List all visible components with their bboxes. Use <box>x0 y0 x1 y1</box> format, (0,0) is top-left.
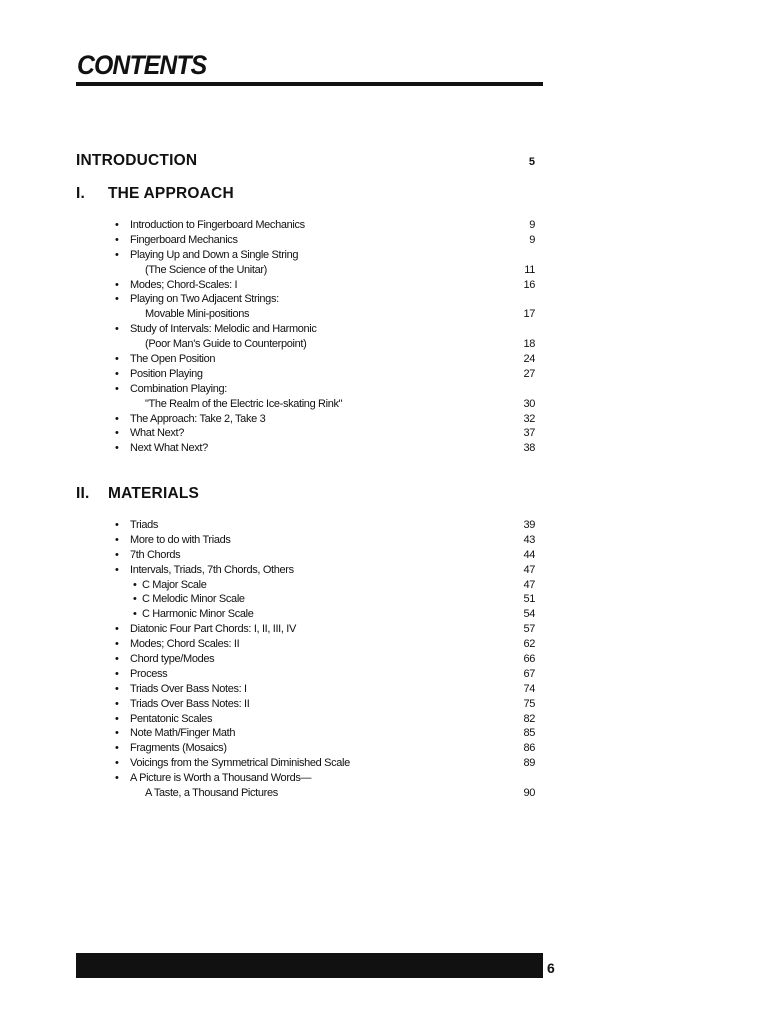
bullet-icon: • <box>115 367 119 380</box>
entry-page: 39 <box>523 519 535 531</box>
section-2-entries <box>0 518 768 801</box>
bullet-icon: • <box>115 697 119 710</box>
bullet-icon: • <box>115 638 119 651</box>
entry-title: Movable Mini-positions <box>145 308 250 321</box>
entry-page: 32 <box>523 412 535 425</box>
bullet-icon: • <box>115 219 119 231</box>
title-rule <box>76 82 543 86</box>
entry-title: Triads Over Bass Notes: II <box>130 697 250 710</box>
toc-entry-line <box>0 771 768 786</box>
entry-title: Playing on Two Adjacent Strings: <box>130 293 279 306</box>
entry-title: Diatonic Four Part Chords: I, II, III, IV <box>130 623 296 636</box>
entry-page: 75 <box>523 697 535 710</box>
bullet-icon: • <box>115 623 119 636</box>
bullet-icon: • <box>115 563 119 576</box>
bullet-icon: • <box>133 593 137 606</box>
toc-entry-line <box>0 607 768 622</box>
bullet-icon: • <box>115 548 119 561</box>
entry-page: 62 <box>523 638 535 651</box>
entry-page: 18 <box>523 338 535 351</box>
bullet-icon: • <box>115 278 119 291</box>
entry-title: Combination Playing: <box>130 382 227 395</box>
entry-page: 74 <box>523 682 535 695</box>
bullet-icon: • <box>115 412 119 425</box>
entry-title: Triads Over Bass Notes: I <box>130 682 247 695</box>
bullet-icon: • <box>115 248 119 261</box>
toc-entry-line <box>0 248 768 263</box>
entry-page: 16 <box>523 278 535 291</box>
toc-entry-line <box>0 578 768 593</box>
entry-page: 89 <box>523 757 535 770</box>
page-title: CONTENTS <box>77 50 207 80</box>
introduction-heading: INTRODUCTION <box>76 152 198 169</box>
toc-entry-line <box>0 652 768 667</box>
bullet-icon: • <box>115 233 119 246</box>
entry-page: 67 <box>523 667 535 680</box>
entry-page: 86 <box>523 742 535 755</box>
entry-title: C Harmonic Minor Scale <box>142 608 254 621</box>
toc-entry-line <box>0 667 768 682</box>
entry-title: Chord type/Modes <box>130 653 215 666</box>
footer-bar <box>76 953 543 978</box>
entry-title: A Taste, a Thousand Pictures <box>145 787 278 800</box>
toc-entry-line <box>0 397 768 412</box>
entry-page: 11 <box>524 263 535 276</box>
bullet-icon: • <box>115 382 119 395</box>
toc-entry-line <box>0 563 768 578</box>
toc-entry-line <box>0 233 768 248</box>
bullet-icon: • <box>115 727 119 740</box>
toc-entry-line <box>0 382 768 397</box>
entry-page: 37 <box>523 427 535 440</box>
entry-page: 38 <box>523 442 535 455</box>
section-title: MATERIALS <box>108 485 200 502</box>
entry-title: 7th Chords <box>130 548 181 561</box>
entry-title: Modes; Chord Scales: II <box>130 638 240 651</box>
entry-page: 43 <box>523 533 535 546</box>
toc-entry-line <box>0 412 768 427</box>
bullet-icon: • <box>115 667 119 680</box>
entry-title: C Major Scale <box>142 578 207 591</box>
entry-title: Playing Up and Down a Single String <box>130 248 299 261</box>
entry-title: Next What Next? <box>130 442 208 455</box>
toc-entry-line <box>0 263 768 278</box>
entry-page: 9 <box>529 219 535 231</box>
entry-title: Note Math/Finger Math <box>130 727 236 740</box>
toc-entry-line <box>0 786 768 801</box>
bullet-icon: • <box>133 578 137 591</box>
entry-title: Triads <box>130 519 159 531</box>
toc-entry-line <box>0 292 768 307</box>
section-numeral: I. <box>76 185 86 202</box>
entry-page: 51 <box>523 593 535 606</box>
entry-page: 47 <box>523 578 535 591</box>
toc-entry-line <box>0 712 768 727</box>
section-numeral: II. <box>76 485 90 502</box>
bullet-icon: • <box>115 533 119 546</box>
bullet-icon: • <box>115 293 119 306</box>
toc-entry-line <box>0 533 768 548</box>
entry-title: (Poor Man's Guide to Counterpoint) <box>145 338 307 351</box>
entry-page: 9 <box>529 233 535 246</box>
entry-title: A Picture is Worth a Thousand Words— <box>130 772 312 785</box>
toc-entry-line <box>0 741 768 756</box>
toc-entry-line <box>0 367 768 382</box>
entry-page: 17 <box>523 308 535 321</box>
bullet-icon: • <box>115 519 119 531</box>
introduction-page: 5 <box>528 156 535 168</box>
toc-entry-line <box>0 726 768 741</box>
bullet-icon: • <box>115 757 119 770</box>
toc-entry-line <box>0 518 768 533</box>
entry-title: (The Science of the Unitar) <box>145 263 267 276</box>
bullet-icon: • <box>115 323 119 336</box>
entry-title: Fingerboard Mechanics <box>130 233 238 246</box>
entry-page: 27 <box>523 367 535 380</box>
toc-entry-line <box>0 756 768 771</box>
section-title: THE APPROACH <box>108 185 234 202</box>
bullet-icon: • <box>115 772 119 785</box>
entry-title: Pentatonic Scales <box>130 712 213 725</box>
entry-title: Process <box>130 667 168 680</box>
entry-title: The Approach: Take 2, Take 3 <box>130 412 266 425</box>
toc-entry-line <box>0 637 768 652</box>
entry-title: Position Playing <box>130 367 203 380</box>
toc-entry-line <box>0 426 768 441</box>
toc-entry-line <box>0 682 768 697</box>
entry-page: 44 <box>523 548 535 561</box>
bullet-icon: • <box>115 442 119 455</box>
section-heading <box>76 485 199 503</box>
entry-title: Intervals, Triads, 7th Chords, Others <box>130 563 294 576</box>
entry-page: 90 <box>523 787 535 800</box>
section-heading <box>76 185 234 203</box>
toc-entry-line <box>0 218 768 233</box>
entry-title: "The Realm of the Electric Ice-skating Rink" <box>145 397 343 410</box>
toc-entry-line <box>0 441 768 456</box>
toc-entry-line <box>0 622 768 637</box>
section-1-entries <box>0 218 768 456</box>
entry-title: More to do with Triads <box>130 533 231 546</box>
toc-entry-line <box>0 307 768 322</box>
toc-entry-line <box>0 337 768 352</box>
page-number: 6 <box>547 960 555 976</box>
toc-entry-line <box>0 548 768 563</box>
entry-page: 54 <box>523 608 535 621</box>
entry-page: 24 <box>523 353 535 366</box>
entry-title: Modes; Chord-Scales: I <box>130 278 238 291</box>
entry-title: Fragments (Mosaics) <box>130 742 227 755</box>
entry-page: 57 <box>523 623 535 636</box>
entry-title: Study of Intervals: Melodic and Harmonic <box>130 323 317 336</box>
entry-title: Introduction to Fingerboard Mechanics <box>130 219 305 231</box>
entry-page: 85 <box>523 727 535 740</box>
bullet-icon: • <box>115 653 119 666</box>
bullet-icon: • <box>115 427 119 440</box>
bullet-icon: • <box>115 712 119 725</box>
toc-entry-line <box>0 278 768 293</box>
entry-title: What Next? <box>130 427 184 440</box>
entry-page: 66 <box>523 653 535 666</box>
toc-entry-line <box>0 697 768 712</box>
entry-page: 47 <box>523 563 535 576</box>
entry-title: Voicings from the Symmetrical Diminished Scale <box>130 757 350 770</box>
toc-entry-line <box>0 352 768 367</box>
toc-entry-line <box>0 592 768 607</box>
entry-page: 82 <box>523 712 535 725</box>
bullet-icon: • <box>115 353 119 366</box>
bullet-icon: • <box>133 608 137 621</box>
bullet-icon: • <box>115 742 119 755</box>
toc-entry-line <box>0 322 768 337</box>
entry-title: C Melodic Minor Scale <box>142 593 245 606</box>
bullet-icon: • <box>115 682 119 695</box>
entry-title: The Open Position <box>130 353 216 366</box>
entry-page: 30 <box>523 397 535 410</box>
